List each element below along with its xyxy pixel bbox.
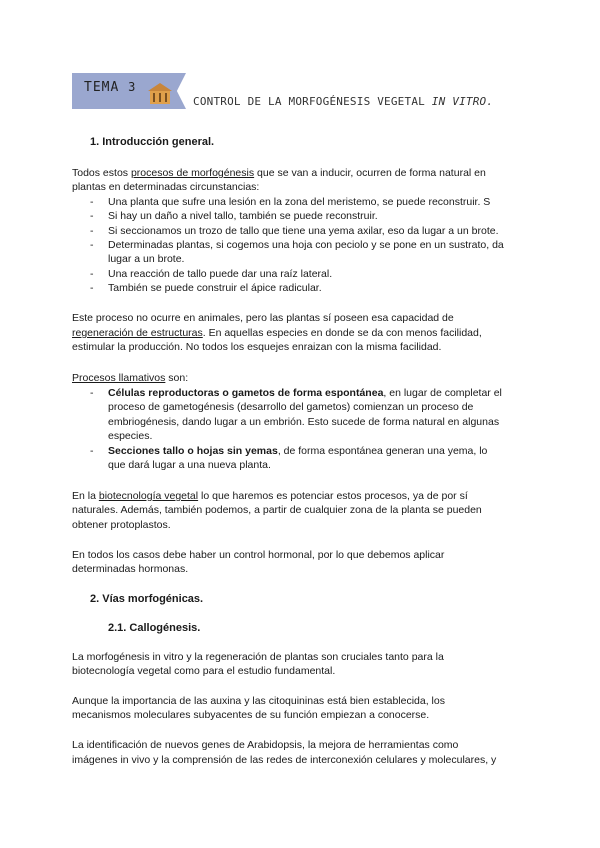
paragraph-4-line2: determinadas hormonas. (72, 563, 189, 575)
intro-paragraph-line1 (72, 166, 486, 181)
regeneration-underlined-term: regeneración de estructuras (72, 327, 203, 339)
bullet-gametes-rest: , en lugar de completar el (383, 387, 502, 399)
bullet-gametes-line3: embriogénesis, dando lugar a un embrión. Esto sucede de forma natural en algunas (108, 416, 500, 428)
bullet-item: Si hay un daño a nivel tallo, también se puede reconstruir. (108, 210, 378, 222)
tema-label (84, 80, 136, 95)
processes-rest: son: (165, 372, 189, 384)
paragraph-3-line2: naturales. Además, también podemos, a partir de cualquier zona de la planta se pueden (72, 504, 482, 516)
s2-paragraph-2-line1: Aunque la importancia de las auxina y las citoquininas está bien establecida, los (72, 695, 445, 707)
s2-paragraph-3-line1: La identificación de nuevos genes de Arabidopsis, la mejora de herramientas como (72, 739, 459, 751)
bullet-dash: - (90, 268, 94, 280)
bullet-item: También se puede construir el ápice radicular. (108, 282, 322, 294)
paragraph-2-line3: estimular la producción. No todos los esquejes enraizan con la misma facilidad. (72, 341, 442, 353)
bullet-gametes-line1 (108, 386, 502, 401)
tema-banner (72, 73, 186, 109)
subsection-heading-callogenesis: 2.1. Callogénesis. (108, 622, 201, 634)
intro-underlined-term: procesos de morfogénesis (130, 167, 255, 179)
bullet-sections-bold: Secciones tallo o hojas sin yemas (108, 445, 278, 457)
bullet-sections-line2: que dará lugar a una nueva planta. (108, 459, 271, 471)
bullet-sections-rest: , de forma espontánea generan una yema, lo (277, 445, 488, 457)
paragraph-3-text-a: En la (72, 490, 99, 502)
document-title (193, 95, 493, 108)
building-icon (146, 82, 174, 104)
bullet-dash: - (90, 225, 94, 237)
s2-paragraph-2-line2: mecanismos moleculares subyacentes de su función empiezan a conocerse. (72, 709, 430, 721)
bullet-dash: - (90, 445, 94, 457)
paragraph-4-line1: En todos los casos debe haber un control hormonal, por lo que debemos aplicar (72, 549, 445, 561)
processes-underlined-term: Procesos llamativos (72, 372, 166, 384)
bullet-item: Una reacción de tallo puede dar una raíz lateral. (108, 268, 333, 280)
bullet-dash: - (90, 282, 94, 294)
paragraph-3-text-b: lo que haremos es potenciar estos procesos, ya de por sí (198, 490, 468, 502)
intro-text-b: que se van a inducir, ocurren de forma natural en (254, 167, 486, 179)
title-main: CONTROL DE LA MORFOGÉNESIS VEGETAL (193, 95, 432, 108)
bullet-item: Si seccionamos un trozo de tallo que tiene una yema axilar, eso da lugar a un brote. (108, 225, 499, 237)
paragraph-2-line2-rest: . En aquellas especies en donde se da con menos facilidad, (202, 327, 482, 339)
bullet-dash: - (90, 196, 94, 208)
section-heading-pathways: 2. Vías morfogénicas. (90, 593, 204, 605)
s2-paragraph-1-line2: biotecnología vegetal como para el estudio fundamental. (72, 665, 336, 677)
bullet-gametes-line2: proceso de gametogénesis (desarrollo del gametos) comienzan un proceso de (108, 401, 474, 413)
intro-text-a: Todos estos (72, 167, 131, 179)
tema-number: 3 (128, 80, 137, 94)
section-heading-intro: 1. Introducción general. (90, 136, 215, 148)
bullet-item: Determinadas plantas, si cogemos una hoja con peciolo y se pone en un sustrato, da (108, 239, 504, 251)
bullet-item-continuation: lugar a un brote. (108, 253, 185, 265)
processes-intro (72, 371, 188, 386)
tema-word: TEMA (84, 80, 120, 95)
bullet-dash: - (90, 210, 94, 222)
paragraph-3-line1 (72, 489, 468, 504)
title-italic: IN VITRO. (431, 95, 494, 108)
s2-paragraph-1-line1: La morfogénesis in vitro y la regeneración de plantas son cruciales tanto para la (72, 651, 444, 663)
bullet-gametes-bold: Células reproductoras o gametos de forma espontánea (108, 387, 384, 399)
paragraph-3-line3: obtener protoplastos. (72, 519, 171, 531)
paragraph-2-line2 (72, 326, 482, 341)
biotech-underlined-term: biotecnología vegetal (98, 490, 199, 502)
bullet-dash: - (90, 387, 94, 399)
bullet-sections-line1 (108, 444, 487, 459)
bullet-dash: - (90, 239, 94, 251)
intro-paragraph-line2: plantas en determinadas circunstancias: (72, 181, 260, 193)
paragraph-2-line1: Este proceso no ocurre en animales, pero las plantas sí poseen esa capacidad de (72, 312, 454, 324)
bullet-item: Una planta que sufre una lesión en la zona del meristemo, se puede reconstruir. S (108, 196, 491, 208)
s2-paragraph-3-line2: imágenes in vivo y la comprensión de las redes de interconexión celulares y moleculares, y (72, 754, 497, 766)
bullet-gametes-line4: especies. (108, 430, 153, 442)
